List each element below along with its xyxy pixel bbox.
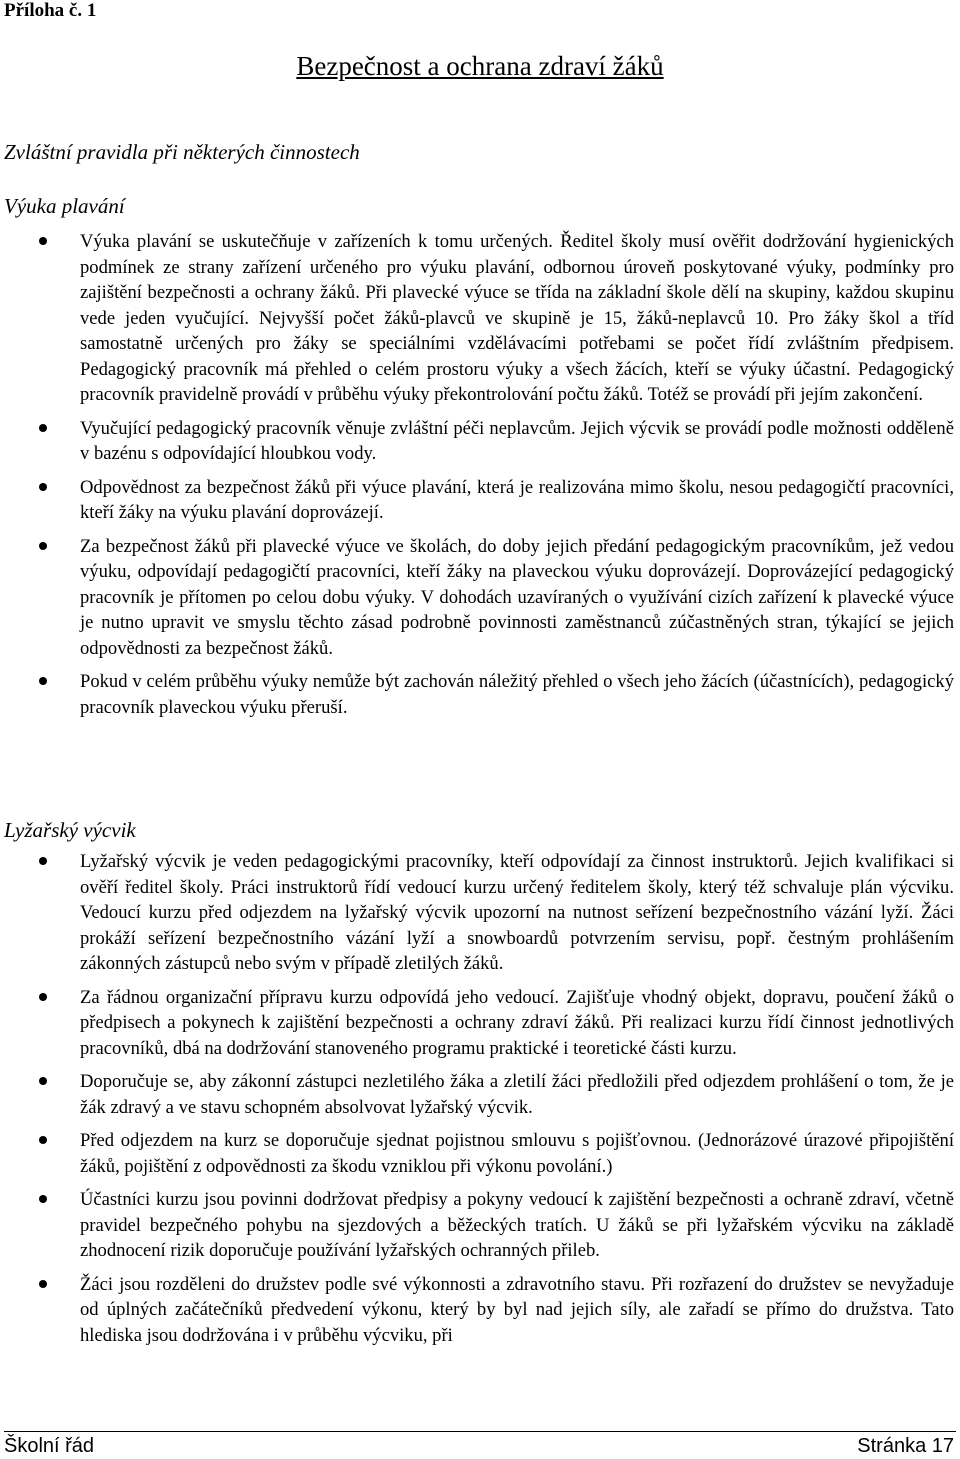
bullet-icon [39, 993, 47, 1001]
section-subtitle: Zvláštní pravidla při některých činnostech [4, 140, 360, 164]
skiing-heading: Lyžařský výcvik [4, 818, 136, 842]
bullet-icon [39, 1077, 47, 1085]
list-item [0, 416, 960, 467]
list-item [0, 475, 960, 526]
list-item [0, 1069, 960, 1120]
bullet-icon [39, 857, 47, 865]
list-item-text: Za bezpečnost žáků při plavecké výuce ve školách, do doby jejich předání pedagogickým pracovníkům, jež vedou výuku, odpovídají pedagogičtí pracovníci, kteří žáky na plaveckou výuku doprovázejí. Doprovázející pedagogický pracovník je přítomen po celou dobu výuky. V dohodách uzavíraných o využívání cizích zařízení k plavecké výuce je nutno upravit ve smyslu těchto zásad podrobně povinnosti zaměstnanců zúčastněných stran, týkající se jejich odpovědnosti za bezpečnost žáků. [80, 535, 954, 659]
list-item-text: Žáci jsou rozděleni do družstev podle své výkonnosti a zdravotního stavu. Při rozřazení do družstev se nevyžaduje od úplných začátečníků předvedení výkonu, který by byl nad jejich síly, ale zařadí se přímo do družstva. Tato hlediska jsou dodržována i v průběhu výcviku, při [80, 1273, 954, 1346]
list-item [0, 1128, 960, 1179]
bullet-icon [39, 1136, 47, 1144]
list-item [0, 669, 960, 720]
footer-page-number: Stránka 17 [857, 1435, 954, 1457]
list-item-text: Pokud v celém průběhu výuky nemůže být zachován náležitý přehled o všech jeho žácích (účastnících), pedagogický pracovník plaveckou výuku přeruší. [80, 671, 954, 718]
bullet-icon [39, 677, 47, 685]
list-item-text: Lyžařský výcvik je veden pedagogickými pracovníky, kteří odpovídají za činnost instruktorů. Jejich kvalifikaci si ověří ředitel školy. Práci instruktorů řídí vedoucí kurzu určený ředitelem školy, který též schvaluje plán výcviku. Vedoucí kurzu před odjezdem na lyžařský výcvik upozorní na nutnost seřízení bezpečnostního vázání lyží. Žáci prokáží seřízení bezpečnostního vázání lyží a snowboardů potvrzením servisu, popř. čestným prohlášením zákonných zástupců nebo svým v případě zletilých žáků. [80, 851, 954, 974]
list-item-text: Výuka plavání se uskutečňuje v zařízeních k tomu určených. Ředitel školy musí ověřit dodržování hygienických podmínek ze strany zařízení určeného pro výuku plavání, odbornou úroveň poskytované výuky, podmínky pro zajištění bezpečnosti a ochrany žáků. Při plavecké výuce se třída na základní škole dělí na skupiny, každou skupinu vede jeden vyučující. Nejvyšší počet žáků-plavců ve skupině je 15, žáků-neplavců 10. Pro žáky škol a tříd samostatně určených pro žáky se speciálními vzdělávacími potřebami se počet řídí zvláštním předpisem. Pedagogický pracovník má přehled o celém prostoru výuky a všech žácích, kteří se výuky účastní. Pedagogický pracovník pravidelně provádí v průběhu výuky překontrolování počtu žáků. Totéž se provádí při jejím zakončení. [80, 231, 954, 405]
list-item-text: Doporučuje se, aby zákonní zástupci nezletilého žáka a zletilí žáci předložili před odjezdem prohlášení o tom, že je žák zdravý a ve stavu schopném absolvovat lyžařský výcvik. [80, 1071, 954, 1118]
footer-divider [4, 1431, 956, 1432]
skiing-list [0, 849, 960, 1356]
list-item [0, 985, 960, 1062]
footer-document-name: Školní řád [4, 1435, 95, 1457]
swimming-heading: Výuka plavání [4, 194, 125, 218]
list-item-text: Za řádnou organizační přípravu kurzu odpovídá jeho vedoucí. Zajišťuje vhodný objekt, dopravu, poučení žáků o předpisech a pokynech k zajištění bezpečnosti a ochrany zdraví žáků. Při realizaci kurzu řídí činnost jednotlivých pracovníků, dbá na dodržování stanoveného programu praktické i teoretické části kurzu. [80, 986, 954, 1059]
swimming-list [0, 229, 960, 728]
bullet-icon [39, 483, 47, 491]
list-item-text: Před odjezdem na kurz se doporučuje sjednat pojistnou smlouvu s pojišťovnou. (Jednorázové úrazové připojištění žáků, pojištění z odpovědnosti za škodu vzniklou při výkonu povolání.) [80, 1130, 954, 1177]
annex-label: Příloha č. 1 [4, 0, 97, 21]
list-item-text: Odpovědnost za bezpečnost žáků při výuce plavání, která je realizována mimo školu, nesou pedagogičtí pracovníci, kteří žáky na výuku plavání doprovázejí. [80, 476, 954, 523]
bullet-icon [39, 424, 47, 432]
bullet-icon [39, 1280, 47, 1288]
list-item [0, 229, 960, 408]
bullet-icon [39, 1195, 47, 1203]
list-item [0, 1272, 960, 1349]
list-item [0, 849, 960, 977]
page-title: Bezpečnost a ochrana zdraví žáků [296, 51, 664, 81]
bullet-icon [39, 542, 47, 550]
list-item [0, 534, 960, 662]
list-item-text: Účastníci kurzu jsou povinni dodržovat předpisy a pokyny vedoucí k zajištění bezpečnosti a ochraně zdraví, včetně pravidel bezpečného pohybu na sjezdových a běžeckých tratích. U žáků se při lyžařském výcviku na základě zhodnocení rizik doporučuje používání lyžařských ochranných přileb. [80, 1189, 954, 1261]
list-item-text: Vyučující pedagogický pracovník věnuje zvláštní péči neplavcům. Jejich výcvik se provádí podle možnosti odděleně v bazénu s odpovídající hloubkou vody. [80, 417, 954, 464]
bullet-icon [39, 237, 47, 245]
list-item [0, 1187, 960, 1264]
